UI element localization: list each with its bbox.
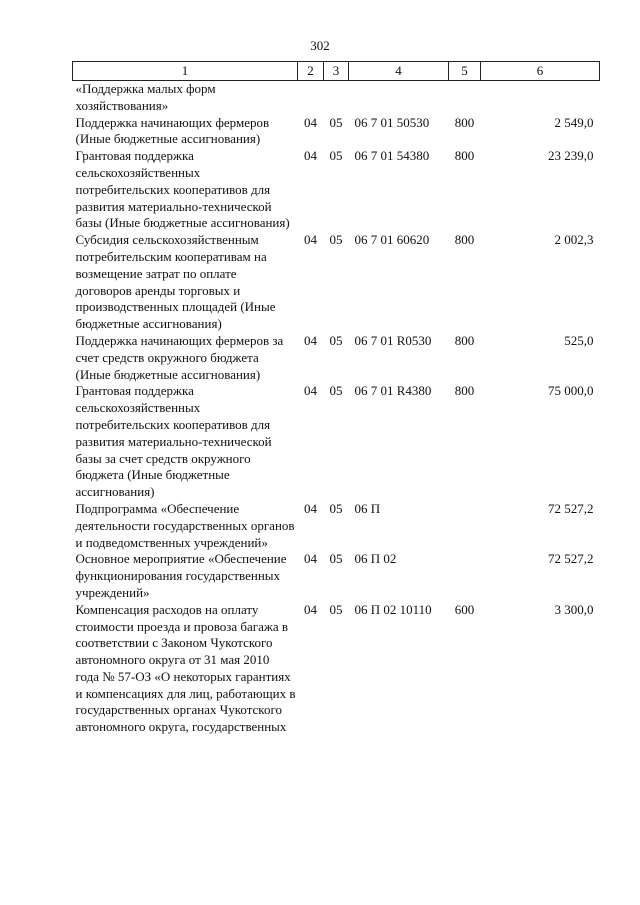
table-row xyxy=(73,501,600,551)
row-amount xyxy=(481,81,600,115)
row-target-code: 06 7 01 R4380 xyxy=(354,383,432,399)
row-section: 04 xyxy=(304,148,317,164)
budget-table xyxy=(72,61,600,736)
row-amount: 23 239,0 xyxy=(548,148,594,164)
row-subsection: 05 xyxy=(329,383,343,399)
row-expense-type: 800 xyxy=(454,383,475,399)
row-name: Субсидия сельскохозяйственным потребительским кооперативам на возмещение затрат по оплате договоров аренды торговых и производственных площадей (Иные бюджетные ассигнования) xyxy=(75,232,276,332)
row-amount: 72 527,2 xyxy=(548,500,594,516)
row-section: 04 xyxy=(304,114,317,130)
table-row xyxy=(73,602,600,736)
row-target-code: 06 П 02 10110 xyxy=(354,601,432,617)
table-row xyxy=(73,383,600,501)
column-header-6: 6 xyxy=(481,62,600,81)
column-header-2: 2 xyxy=(298,62,324,81)
column-header-4: 4 xyxy=(349,62,449,81)
row-name: «Поддержка малых форм хозяйствования» xyxy=(75,81,216,113)
row-section xyxy=(298,81,324,115)
column-header-5: 5 xyxy=(449,62,481,81)
row-target-code: 06 7 01 50530 xyxy=(354,114,430,130)
row-name: Подпрограмма «Обеспечение деятельности государственных органов и подведомственных учреждений» xyxy=(75,500,295,550)
row-section: 04 xyxy=(304,601,317,617)
row-subsection: 05 xyxy=(329,148,343,164)
row-subsection: 05 xyxy=(329,551,343,567)
table-row xyxy=(73,232,600,333)
row-name: Грантовая поддержка сельскохозяйственных потребительских кооперативов для развития материально-технической базы (Иные бюджетные ассигнования) xyxy=(75,148,290,231)
row-section: 04 xyxy=(304,232,317,248)
row-expense-type xyxy=(449,551,481,601)
row-name: Основное мероприятие «Обеспечение функционирования государственных учреждений» xyxy=(75,551,287,600)
row-expense-type: 800 xyxy=(454,332,475,348)
row-section: 04 xyxy=(304,383,317,399)
row-section: 04 xyxy=(304,332,317,348)
table-row xyxy=(73,333,600,383)
row-target-code: 06 П 02 xyxy=(354,551,397,567)
row-subsection: 05 xyxy=(329,114,343,130)
row-subsection: 05 xyxy=(329,232,343,248)
row-subsection: 05 xyxy=(329,500,343,516)
table-row xyxy=(73,115,600,149)
column-header-3: 3 xyxy=(324,62,349,81)
row-amount: 2 002,3 xyxy=(554,232,594,248)
row-amount: 75 000,0 xyxy=(548,383,594,399)
row-expense-type: 600 xyxy=(454,601,475,617)
row-name: Поддержка начинающих фермеров (Иные бюджетные ассигнования) xyxy=(75,114,270,147)
table-row xyxy=(73,148,600,232)
row-subsection: 05 xyxy=(329,332,343,348)
row-amount: 525,0 xyxy=(564,332,594,348)
page-number: 302 xyxy=(310,38,330,53)
row-expense-type: 800 xyxy=(454,232,475,248)
row-name: Поддержка начинающих фермеров за счет средств окружного бюджета (Иные бюджетные ассигнования) xyxy=(75,332,284,382)
row-target-code: 06 7 01 R0530 xyxy=(354,332,432,348)
row-target-code: 06 7 01 60620 xyxy=(354,232,430,248)
column-header-1: 1 xyxy=(73,62,298,81)
row-expense-type: 800 xyxy=(454,148,475,164)
row-amount: 3 300,0 xyxy=(554,601,594,617)
row-target-code: 06 7 01 54380 xyxy=(354,148,430,164)
table-row xyxy=(73,551,600,601)
row-amount: 72 527,2 xyxy=(548,551,594,567)
table-row xyxy=(73,81,600,115)
row-section: 04 xyxy=(304,500,317,516)
row-subsection xyxy=(324,81,349,115)
row-subsection: 05 xyxy=(329,601,343,617)
row-section: 04 xyxy=(304,551,317,567)
row-name: Грантовая поддержка сельскохозяйственных потребительских кооперативов для развития материально-технической базы за счет средств окружного бюджета (Иные бюджетные ассигнования) xyxy=(75,383,272,500)
row-target-code xyxy=(349,81,449,115)
row-expense-type: 800 xyxy=(454,114,475,130)
row-target-code: 06 П xyxy=(354,500,381,516)
row-amount: 2 549,0 xyxy=(554,114,594,130)
row-expense-type xyxy=(449,81,481,115)
table-header-row xyxy=(73,62,600,81)
row-name: Компенсация расходов на оплату стоимости проезда и провоза багажа в соответствии с Законом Чукотского автономного округа от 31 мая 2010 года № 57-ОЗ «О некоторых гарантиях и компенсациях для лиц, работающих в государственных органах Чукотского автономного округа, государственных xyxy=(75,601,296,735)
row-expense-type xyxy=(449,501,481,551)
